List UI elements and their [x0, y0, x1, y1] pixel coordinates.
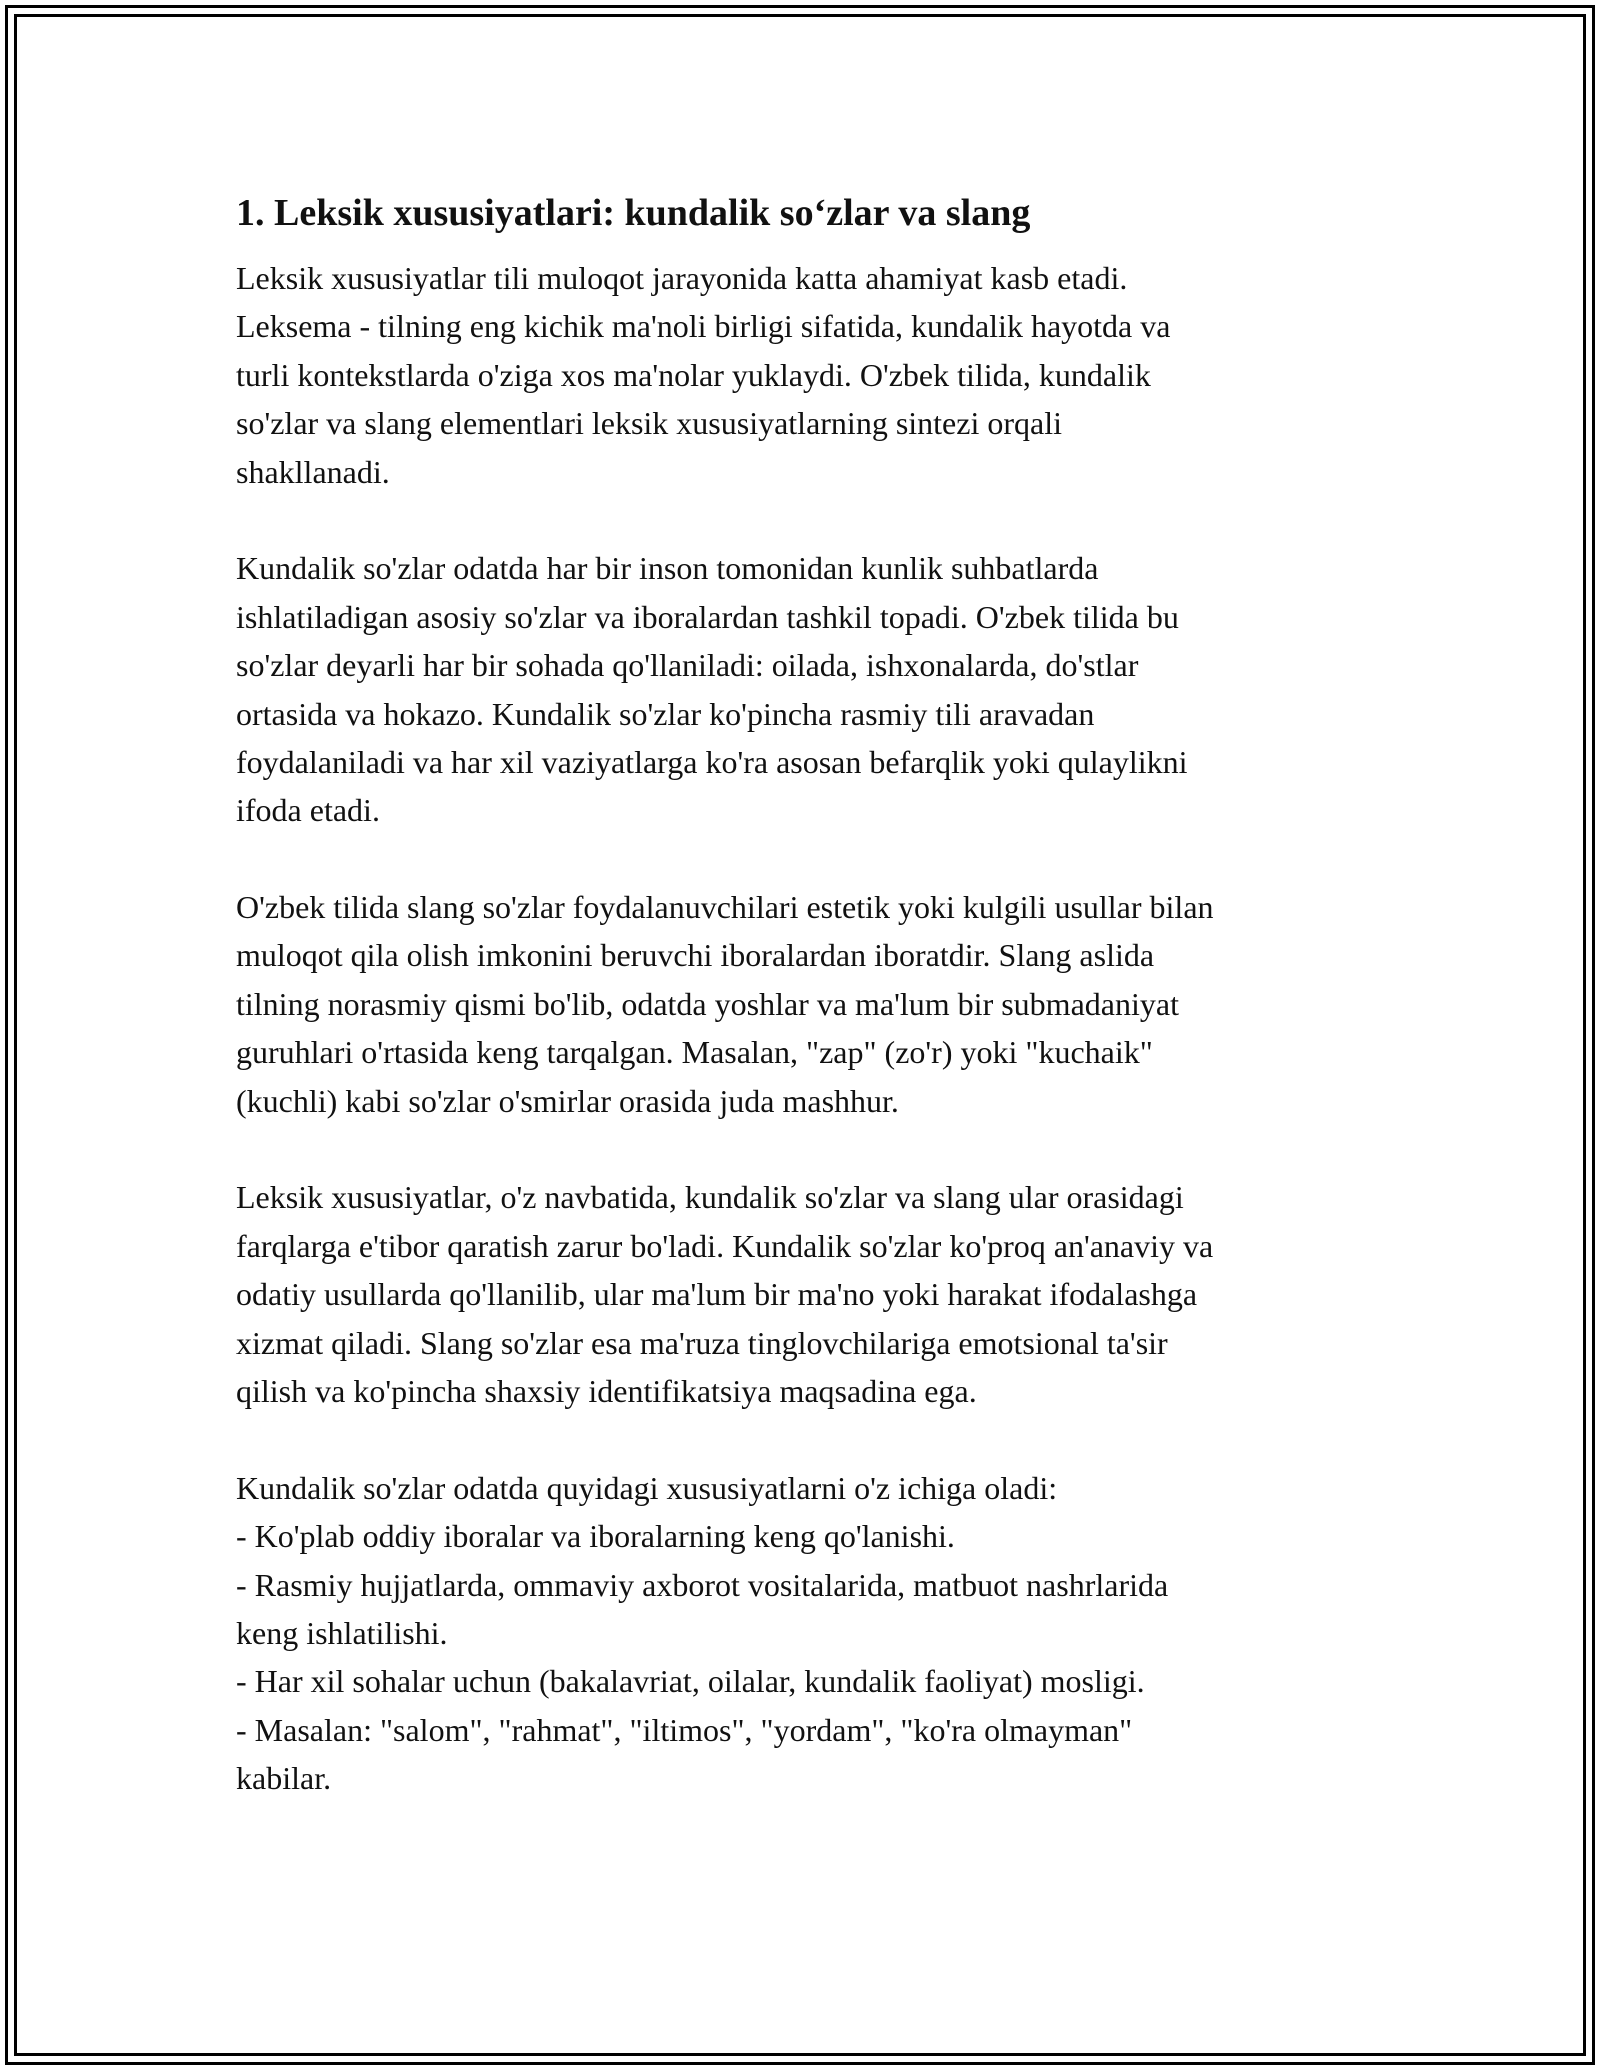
text-line: O'zbek tilida slang so'zlar foydalanuvchilari estetik yoki kulgili usullar bilan: [236, 889, 1214, 926]
document-content: [236, 186, 1366, 1803]
text-line: ishlatiladigan asosiy so'zlar va iboralardan tashkil topadi. O'zbek tilida bu: [236, 598, 1179, 635]
section-heading: 1. Leksik xususiyatlari: kundalik so‘zlar va slang: [236, 192, 1031, 234]
text-line: muloqot qila olish imkonini beruvchi iboralardan iboratdir. Slang aslida: [236, 937, 1155, 974]
text-line: so'zlar deyarli har bir sohada qo'llaniladi: oilada, ishxonalarda, do'stlar: [236, 647, 1139, 684]
document-body: [236, 254, 1366, 1803]
list-item: - Har xil sohalar uchun (bakalavriat, oilalar, kundalik faoliyat) mosligi.: [236, 1663, 1145, 1700]
text-line: foydalaniladi va har xil vaziyatlarga ko'ra asosan befarqlik yoki qulaylikni: [236, 743, 1188, 780]
text-line: (kuchli) kabi so'zlar o'smirlar orasida juda mashhur.: [236, 1082, 899, 1119]
text-line: guruhlari o'rtasida keng tarqalgan. Masalan, "zap" (zo'r) yoki "kuchaik": [236, 1034, 1153, 1071]
paragraph: [236, 1173, 1366, 1415]
text-line: Leksema - tilning eng kichik ma'noli birligi sifatida, kundalik hayotda va: [236, 308, 1171, 345]
paragraph: [236, 254, 1366, 496]
text-line: ifoda etadi.: [236, 792, 380, 829]
text-line: ortasida va hokazo. Kundalik so'zlar ko'pincha rasmiy tili aravadan: [236, 695, 1095, 732]
paragraph-gap: [236, 1415, 1366, 1463]
paragraph: [236, 544, 1366, 834]
paragraph-gap: [236, 1125, 1366, 1173]
text-line: Leksik xususiyatlar tili muloqot jarayonida katta ahamiyat kasb etadi.: [236, 260, 1128, 296]
paragraph: [236, 883, 1366, 1125]
text-line: so'zlar va slang elementlari leksik xususiyatlarning sintezi orqali: [236, 405, 1062, 442]
text-line: kabilar.: [236, 1760, 332, 1797]
text-line: xizmat qiladi. Slang so'zlar esa ma'ruza tinglovchilariga emotsional ta'sir: [236, 1324, 1168, 1361]
paragraph: [236, 1464, 1366, 1803]
text-line: keng ishlatilishi.: [236, 1614, 448, 1651]
text-line: turli kontekstlarda o'ziga xos ma'nolar yuklaydi. O'zbek tilida, kundalik: [236, 356, 1151, 393]
text-line: Leksik xususiyatlar, o'z navbatida, kundalik so'zlar va slang ular orasidagi: [236, 1179, 1184, 1216]
list-item: - Ko'plab oddiy iboralar va iboralarning keng qo'lanishi.: [236, 1518, 955, 1555]
paragraph-gap: [236, 496, 1366, 544]
list-item: - Masalan: "salom", "rahmat", "iltimos", "yordam", "ko'ra olmayman": [236, 1711, 1133, 1748]
text-line: Kundalik so'zlar odatda har bir inson tomonidan kunlik suhbatlarda: [236, 550, 1099, 587]
text-line: farqlarga e'tibor qaratish zarur bo'ladi. Kundalik so'zlar ko'proq an'anaviy va: [236, 1227, 1214, 1264]
list-item: - Rasmiy hujjatlarda, ommaviy axborot vositalarida, matbuot nashrlarida: [236, 1566, 1169, 1603]
text-line: shakllanadi.: [236, 453, 390, 490]
text-line: tilning norasmiy qismi bo'lib, odatda yoshlar va ma'lum bir submadaniyat: [236, 985, 1179, 1022]
paragraph-gap: [236, 835, 1366, 883]
text-line: Kundalik so'zlar odatda quyidagi xususiyatlarni o'z ichiga oladi:: [236, 1469, 1058, 1506]
text-line: odatiy usullarda qo'llanilib, ular ma'lum bir ma'no yoki harakat ifodalashga: [236, 1276, 1198, 1313]
text-line: qilish va ko'pincha shaxsiy identifikatsiya maqsadina ega.: [236, 1372, 977, 1409]
